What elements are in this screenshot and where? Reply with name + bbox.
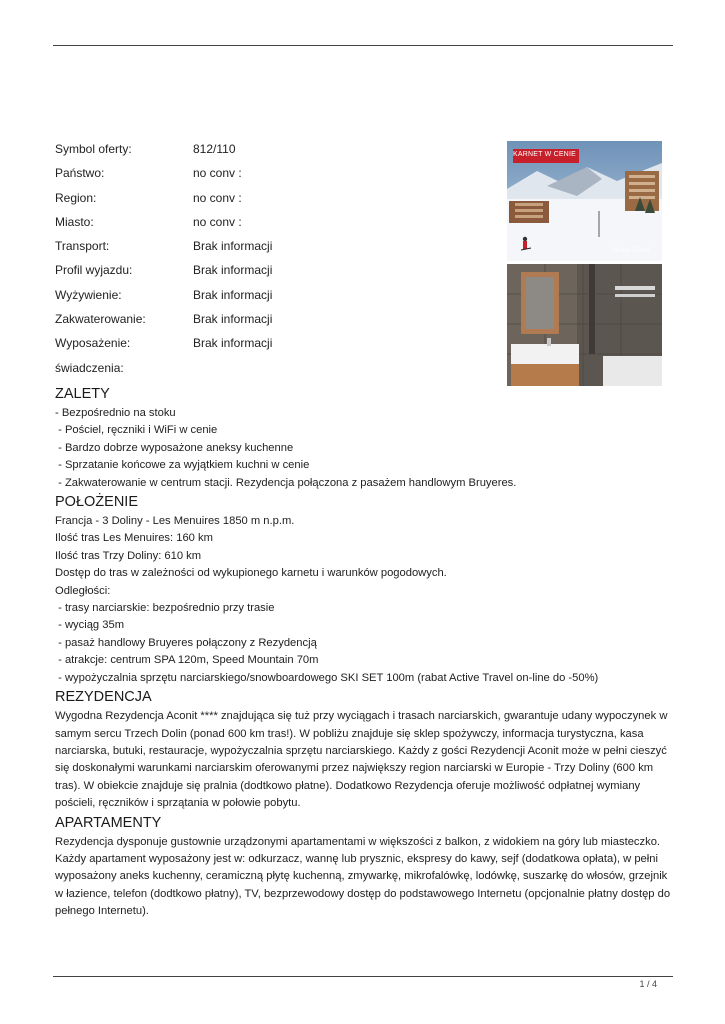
list-item: Ilość tras Trzy Doliny: 610 km [55,549,202,562]
offer-row [55,191,485,215]
apartamenty-paragraph: Rezydencja dysponuje gustownie urządzonymi apartamentami w większości z balkon, z widokiem na góry lub miasteczko. Każdy apartament wyposażony jest w: odkurzacz, wannę lub prysznic, ekspresy do kawy, sejf (dodatkowa opłata), w pełni wyposażony aneks kuchenny, ceramiczną płytę kuchenną, zmywarkę, mikrofalówkę, lodówkę, suszarkę do włosów, grzejnik w łazience, telefon (dodtkowo płatny), TV, bezprzewodowy dostęp do podstawowego Internetu (opcjonalnie płatny dostęp do pełnego Internetu). [55,835,671,918]
offer-row [55,288,485,312]
list-item: Francja - 3 Doliny - Les Menuires 1850 m n.p.m. [55,515,295,528]
list-item: Odległości: [55,584,111,597]
offer-description [55,384,675,921]
offer-value: Brak informacji [193,239,273,254]
offer-row [55,215,485,239]
section-title-rezydencja: REZYDENCJA [55,689,152,706]
offer-label: Wyżywienie: [55,287,122,302]
offer-value: 812/110 [193,142,236,156]
offer-value: no conv : [193,190,242,205]
offer-label: Miasto: [55,214,94,229]
offer-label: Symbol oferty: [55,142,132,156]
ski-banner-text: KARNET W CENIE [513,151,576,158]
offer-value: Brak informacji [193,287,273,302]
offer-label: Zakwaterowanie: [55,312,146,327]
list-item: - pasaż handlowy Bruyeres połączony z Rezydencją [55,636,317,649]
offer-label: Region: [55,190,97,205]
offer-value: Brak informacji [193,336,273,351]
offer-row [55,336,485,360]
offer-label: Państwo: [55,166,105,181]
section-title-apartamenty: APARTAMENTY [55,814,162,831]
list-item: - Pościel, ręczniki i WiFi w cenie [55,424,218,437]
offer-label: Profil wyjazdu: [55,263,133,278]
section-title-polozenie: POŁOŻENIE [55,494,138,511]
offer-row [55,166,485,190]
list-item: - trasy narciarskie: bezpośrednio przy trasie [55,602,275,615]
offer-details [55,142,485,385]
offer-row [55,239,485,263]
section-title-zalety: ZALETY [55,386,110,402]
offer-label: Wyposażenie: [55,336,131,351]
list-item: - wypożyczalnia sprzętu narciarskiego/snowboardowego SKI SET 100m (rabat Active Travel on-line do -50%) [55,671,599,684]
list-item: Ilość tras Les Menuires: 160 km [55,532,213,545]
offer-row [55,312,485,336]
header-rule [53,45,673,46]
offer-value: no conv : [193,214,242,229]
list-item: - Zakwaterowanie w centrum stacji. Rezydencja połączona z pasażem handlowym Bruyeres. [55,476,517,489]
list-item: - Bardzo dobrze wyposażone aneksy kuchenne [55,441,294,454]
footer-rule [53,976,673,977]
offer-value: Brak informacji [193,312,273,327]
list-item: - Sprzatanie końcowe za wyjątkiem kuchni w cenie [55,459,310,472]
ski-slope-photo [507,141,662,261]
offer-value [193,361,485,385]
list-item: - atrakcje: centrum SPA 120m, Speed Mountain 70m [55,654,319,667]
offer-row [55,142,485,166]
bathroom-photo [507,264,662,386]
offer-value: no conv : [193,166,242,181]
offer-row [55,361,485,385]
offer-value: Brak informacji [193,263,273,278]
offer-label: świadczenia: [55,360,124,375]
offer-row [55,263,485,287]
watermark-text: Active Travel [613,246,651,254]
list-item: Dostęp do tras w zależności od wykupionego karnetu i warunków pogodowych. [55,567,447,580]
list-item: - Bezpośrednio na stoku [55,407,176,419]
offer-label: Transport: [55,239,110,254]
list-item: - wyciąg 35m [55,619,125,632]
rezydencja-paragraph: Wygodna Rezydencja Aconit **** znajdująca się tuż przy wyciągach i trasach narciarskich, gwarantuje udany wypoczynek w samym sercu Trzech Dolin (ponad 600 km tras!). W pobliżu znajduje się sklep spożywczy, informacja turystyczna, kasa narciarska, butuki, restauracje, wypożyczalnia sprzętu narciarskiego. Każdy z gości Rezydencji Aconit może w pełni cieszyć się doskonałymi warunkami narciarskim oferowanymi przez największy region narciarski w Europie - Trzy Doliny (600 km tras). W obiekcie znajduje się pralnia (dodtkowo płatne). Dodatkowo Rezydencja oferuje możliwość odpłatnej wymiany pościeli, ręczników i sprzątania w połowie pobytu. [55,710,668,810]
page-number: 1 / 4 [639,979,657,989]
